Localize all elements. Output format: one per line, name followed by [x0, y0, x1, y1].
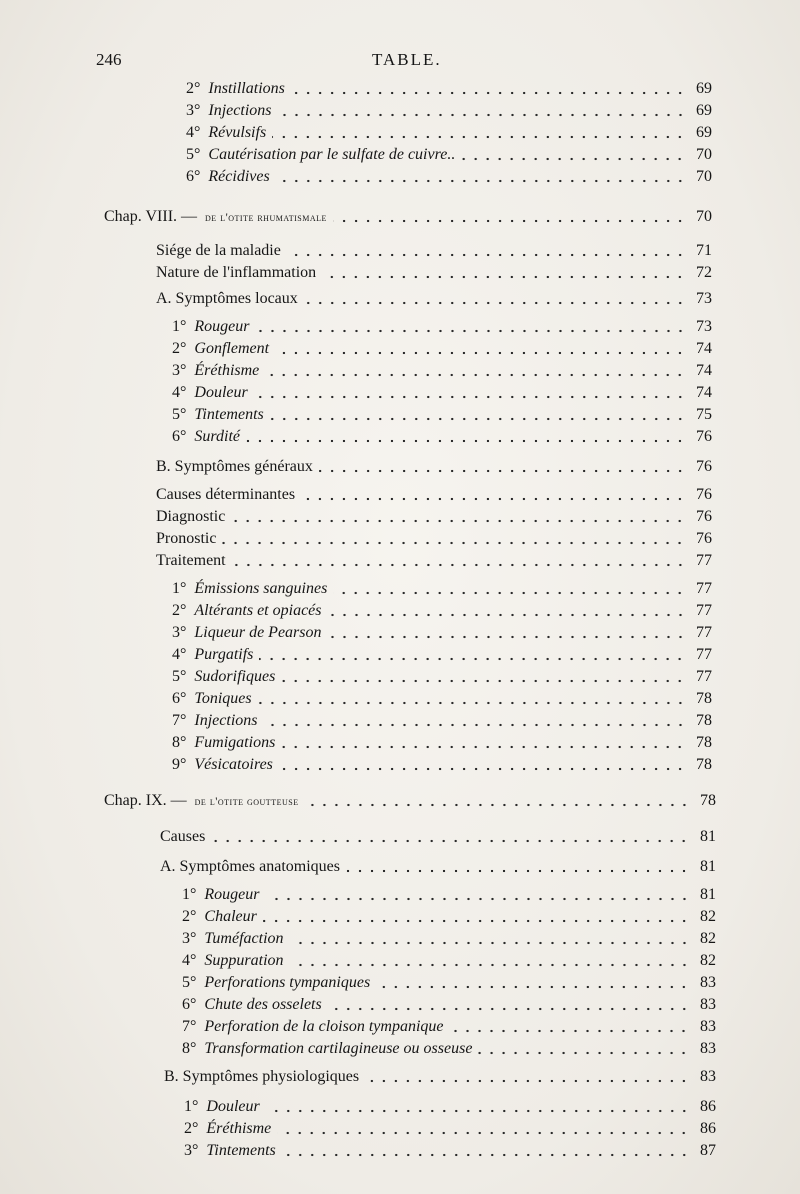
dot-leader — [277, 1131, 690, 1135]
toc-entry — [164, 1066, 716, 1088]
entry-title: B. Symptômes physiologiques — [164, 1068, 360, 1085]
page-reference: 83 — [700, 996, 716, 1013]
entry-title: Chute des osselets — [204, 996, 322, 1013]
page-reference: 78 — [696, 734, 712, 751]
page-reference: 78 — [696, 756, 712, 773]
entry-title: Altérants et opiacés — [194, 602, 322, 619]
entry-title: Transformation cartilagineuse ou osseuse — [204, 1040, 473, 1057]
entry-title: Causes déterminantes — [156, 486, 296, 503]
entry-title: Cautérisation par le sulfate de cuivre.. — [208, 146, 456, 163]
page-reference: 82 — [700, 952, 716, 969]
dot-leader — [222, 541, 686, 545]
page-reference: 75 — [696, 406, 712, 423]
entry-title: Causes — [160, 828, 206, 845]
page-reference: 77 — [696, 552, 712, 569]
toc-entry — [186, 166, 712, 188]
entry-number: 5° — [172, 406, 187, 423]
dot-leader — [365, 1079, 690, 1083]
dot-leader — [265, 373, 686, 377]
toc-entry — [186, 100, 712, 122]
page-reference: 83 — [700, 974, 716, 991]
page-reference: 74 — [696, 362, 712, 379]
page-reference: 76 — [696, 486, 712, 503]
entry-number: 6° — [186, 168, 201, 185]
page-reference: 70 — [696, 168, 712, 185]
entry-title: A. Symptômes anatomiques — [160, 858, 340, 875]
page-reference: 83 — [700, 1068, 716, 1085]
toc-entry — [172, 382, 712, 404]
entry-title: Éréthisme — [206, 1120, 272, 1137]
entry-title: Perforation de la cloison tympanique — [204, 1018, 444, 1035]
entry-title: Nature de l'inflammation — [156, 264, 317, 281]
dot-leader — [305, 803, 690, 807]
entry-title: Rougeur — [204, 886, 260, 903]
dot-leader — [281, 679, 686, 683]
entry-number: 4° — [186, 124, 201, 141]
entry-title: Suppuration — [204, 952, 284, 969]
page-reference: 72 — [696, 264, 712, 281]
dot-leader — [333, 219, 686, 223]
dot-leader — [333, 591, 686, 595]
entry-title: Pronostic — [156, 530, 217, 547]
entry-title: de l'otite rhumatismale — [205, 210, 327, 224]
page-reference: 73 — [696, 290, 712, 307]
dot-leader — [270, 417, 686, 421]
dot-leader — [282, 1153, 690, 1157]
dot-leader — [259, 657, 686, 661]
toc-entry — [182, 906, 716, 928]
page-reference: 86 — [700, 1120, 716, 1137]
dot-leader — [263, 919, 690, 923]
entry-number: 3° — [184, 1142, 199, 1159]
toc-entry — [156, 550, 712, 572]
toc-entry — [184, 1140, 716, 1162]
entry-title: A. Symptômes locaux — [156, 290, 298, 307]
dot-leader — [328, 1007, 690, 1011]
toc-entry — [186, 122, 712, 144]
toc-entry — [182, 972, 716, 994]
toc-entry — [172, 710, 712, 732]
toc-entry — [186, 144, 712, 166]
entry-title: Tintements — [194, 406, 264, 423]
entry-title: Traitement — [156, 552, 226, 569]
entry-number: 8° — [172, 734, 187, 751]
dot-leader — [461, 157, 686, 161]
chapter-number: Chap. IX. — — [104, 792, 187, 809]
page-reference: 73 — [696, 318, 712, 335]
page-reference: 82 — [700, 930, 716, 947]
page-reference: 74 — [696, 384, 712, 401]
toc-entry — [172, 688, 712, 710]
page-number: 246 — [96, 50, 122, 69]
toc-entry — [172, 754, 712, 776]
dot-leader — [376, 985, 690, 989]
page-reference: 83 — [700, 1018, 716, 1035]
running-title: TABLE. — [372, 50, 442, 69]
page-reference: 77 — [696, 668, 712, 685]
dot-leader — [258, 701, 686, 705]
page-reference: 77 — [696, 602, 712, 619]
entry-title: Surdité — [194, 428, 241, 445]
page-reference: 76 — [696, 530, 712, 547]
entry-number: 2° — [172, 340, 187, 357]
dot-leader — [346, 869, 690, 873]
dot-leader — [275, 351, 686, 355]
page-reference: 86 — [700, 1098, 716, 1115]
entry-title: Tintements — [206, 1142, 276, 1159]
page-reference: 81 — [700, 828, 716, 845]
page-reference: 78 — [696, 690, 712, 707]
entry-title: Instillations — [208, 80, 285, 97]
dot-leader — [319, 469, 686, 473]
toc-entry — [172, 426, 712, 448]
page-reference: 77 — [696, 580, 712, 597]
entry-number: 1° — [184, 1098, 199, 1115]
dot-leader — [478, 1051, 690, 1055]
page-reference: 76 — [696, 458, 712, 475]
entry-number: 2° — [182, 908, 197, 925]
toc-entry — [172, 404, 712, 426]
entry-title: Siége de la maladie — [156, 242, 281, 259]
entry-title: Liqueur de Pearson — [194, 624, 322, 641]
entry-title: Injections — [208, 102, 272, 119]
toc-entry — [156, 240, 712, 262]
dot-leader — [281, 745, 686, 749]
page-reference: 82 — [700, 908, 716, 925]
page-reference: 70 — [696, 146, 712, 163]
dot-leader — [278, 113, 687, 117]
dot-leader — [291, 91, 686, 95]
dot-leader — [287, 253, 686, 257]
dot-leader — [264, 723, 687, 727]
entry-number: 6° — [172, 428, 187, 445]
dot-leader — [266, 897, 690, 901]
dot-leader — [290, 941, 690, 945]
dot-leader — [232, 563, 686, 567]
page-reference: 76 — [696, 508, 712, 525]
dot-leader — [449, 1029, 690, 1033]
page-reference: 81 — [700, 886, 716, 903]
toc-entry — [156, 288, 712, 310]
page-reference: 71 — [696, 242, 712, 259]
dot-leader — [328, 635, 686, 639]
toc-entry — [186, 78, 712, 100]
dot-leader — [301, 497, 686, 501]
toc-entry — [182, 884, 716, 906]
page-reference: 76 — [696, 428, 712, 445]
toc-entry — [172, 666, 712, 688]
dot-leader — [276, 179, 686, 183]
entry-number: 1° — [172, 580, 187, 597]
chapter-number: Chap. VIII. — — [104, 208, 198, 225]
toc-entry — [172, 732, 712, 754]
entry-number: 4° — [182, 952, 197, 969]
page-reference: 77 — [696, 646, 712, 663]
entry-title: Diagnostic — [156, 508, 226, 525]
entry-title: Émissions sanguines — [194, 580, 328, 597]
toc-entry — [156, 528, 712, 550]
page-reference: 78 — [700, 792, 716, 809]
dot-leader — [279, 767, 686, 771]
entry-title: Purgatifs — [194, 646, 254, 663]
entry-number: 3° — [186, 102, 201, 119]
toc-entry — [156, 484, 712, 506]
entry-title: B. Symptômes généraux — [156, 458, 313, 475]
entry-number: 3° — [172, 362, 187, 379]
toc-entry — [156, 262, 712, 284]
toc-entry — [182, 950, 716, 972]
dot-leader — [246, 439, 686, 443]
entry-title: Fumigations — [194, 734, 276, 751]
toc-entry — [156, 456, 712, 478]
entry-title: Douleur — [206, 1098, 260, 1115]
page-reference: 87 — [700, 1142, 716, 1159]
page-reference: 78 — [696, 712, 712, 729]
entry-number: 7° — [182, 1018, 197, 1035]
entry-title: Rougeur — [194, 318, 250, 335]
entry-title: de l'otite goutteuse — [194, 794, 299, 808]
dot-leader — [256, 329, 686, 333]
entry-number: 1° — [172, 318, 187, 335]
toc-chapter-heading — [104, 206, 712, 228]
page-reference: 69 — [696, 102, 712, 119]
page-reference: 69 — [696, 80, 712, 97]
dot-leader — [272, 135, 686, 139]
dot-leader — [290, 963, 690, 967]
entry-number: 5° — [172, 668, 187, 685]
toc-entry — [172, 360, 712, 382]
entry-title: Injections — [194, 712, 258, 729]
dot-leader — [322, 275, 686, 279]
dot-leader — [231, 519, 686, 523]
toc-entry — [160, 826, 716, 848]
page-reference: 69 — [696, 124, 712, 141]
toc-entry — [182, 928, 716, 950]
dot-leader — [254, 395, 686, 399]
entry-title: Éréthisme — [194, 362, 260, 379]
toc-entry — [184, 1096, 716, 1118]
toc-entry — [182, 1016, 716, 1038]
page-reference: 81 — [700, 858, 716, 875]
entry-title: Sudorifiques — [194, 668, 276, 685]
entry-number: 2° — [186, 80, 201, 97]
entry-title: Récidives — [208, 168, 270, 185]
toc-entry — [172, 622, 712, 644]
entry-number: 9° — [172, 756, 187, 773]
entry-number: 8° — [182, 1040, 197, 1057]
entry-title: Douleur — [194, 384, 248, 401]
entry-title: Chaleur — [204, 908, 257, 925]
entry-number: 2° — [184, 1120, 199, 1137]
toc-entry — [182, 1038, 716, 1060]
entry-number: 5° — [182, 974, 197, 991]
entry-number: 1° — [182, 886, 197, 903]
toc-entry — [172, 644, 712, 666]
dot-leader — [304, 301, 686, 305]
toc-entry — [160, 856, 716, 878]
entry-number: 4° — [172, 646, 187, 663]
toc-entry — [172, 578, 712, 600]
page-reference: 74 — [696, 340, 712, 357]
entry-number: 6° — [172, 690, 187, 707]
entry-title: Gonflement — [194, 340, 270, 357]
dot-leader — [266, 1109, 690, 1113]
toc-chapter-heading — [104, 790, 716, 812]
dot-leader — [211, 839, 690, 843]
entry-number: 3° — [172, 624, 187, 641]
entry-number: 4° — [172, 384, 187, 401]
page-reference: 77 — [696, 624, 712, 641]
toc-entry — [156, 506, 712, 528]
toc-entry — [172, 316, 712, 338]
entry-title: Révulsifs — [208, 124, 267, 141]
entry-number: 6° — [182, 996, 197, 1013]
toc-entry — [184, 1118, 716, 1140]
toc-entry — [182, 994, 716, 1016]
entry-title: Perforations tympaniques — [204, 974, 371, 991]
toc-entry — [172, 338, 712, 360]
dot-leader — [328, 613, 687, 617]
entry-title: Toniques — [194, 690, 252, 707]
entry-number: 5° — [186, 146, 201, 163]
entry-number: 3° — [182, 930, 197, 947]
entry-title: Vésicatoires — [194, 756, 273, 773]
entry-title: Tuméfaction — [204, 930, 284, 947]
toc-entry — [172, 600, 712, 622]
entry-number: 7° — [172, 712, 187, 729]
entry-number: 2° — [172, 602, 187, 619]
page-reference: 83 — [700, 1040, 716, 1057]
page-reference: 70 — [696, 208, 712, 225]
